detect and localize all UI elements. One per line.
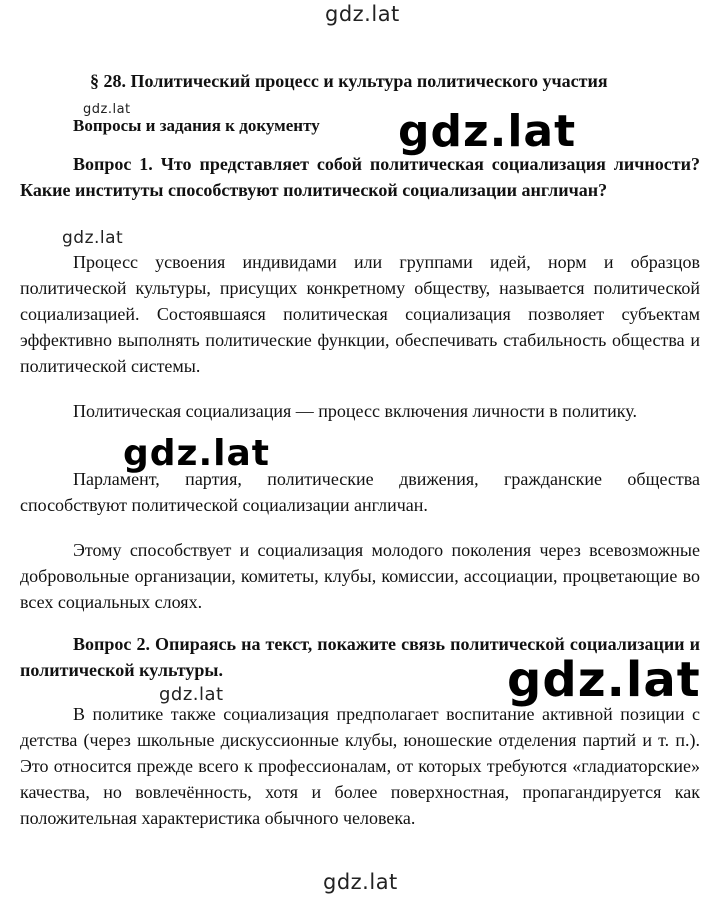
answer-1-paragraph-4: Этому способствует и социализация молодого поколения через всевозможные добровольные организации, комитеты, клубы, комиссии, ассоциации, процветающие во всех социальных слоях. bbox=[20, 540, 700, 612]
watermark-small: gdz.lat bbox=[62, 228, 124, 248]
section-title: § 28. Политический процесс и культура политического участия bbox=[90, 71, 608, 91]
watermark-large: gdz.lat bbox=[398, 106, 577, 157]
watermark-large: gdz.lat bbox=[507, 652, 701, 708]
answer-1-paragraph-2: Политическая социализация — процесс включения личности в политику. bbox=[73, 401, 637, 421]
question-1: Вопрос 1. Что представляет собой политическая социализация личности? Какие институты способствуют политической социализации англичан? bbox=[20, 154, 700, 200]
watermark-large: gdz.lat bbox=[123, 433, 271, 474]
answer-1-paragraph-1: Процесс усвоения индивидами или группами идей, норм и образцов политической культуры, присущих конкретному обществу, называется политической социализацией. Состоявшаяся политическая социализация позволяет субъектам эффективно выполнять политические функции, обеспечивать стабильность общества и политической системы. bbox=[20, 252, 700, 376]
section-subtitle: Вопросы и задания к документу bbox=[73, 116, 320, 135]
question-2: Вопрос 2. Опираясь на текст, покажите связь политической социализации и политической культуры. bbox=[20, 634, 700, 680]
watermark-small: gdz.lat bbox=[83, 102, 131, 117]
answer-1-paragraph-3: Парламент, партия, политические движения, гражданские общества способствуют политической социализации англичан. bbox=[20, 469, 700, 515]
watermark-bottom: gdz.lat bbox=[323, 870, 398, 894]
watermark-small: gdz.lat bbox=[159, 684, 224, 705]
watermark-top: gdz.lat bbox=[325, 2, 400, 26]
answer-2-paragraph-1: В политике также социализация предполагает воспитание активной позиции с детства (через школьные дискуссионные клубы, юношеские отделения партий и т. п.). Это относится прежде всего к профессионалам, от которых требуются «гладиаторские» качества, но вовлечённость, хотя и более поверхностная, пропагандируется как положительная характеристика обычного человека. bbox=[20, 704, 700, 828]
